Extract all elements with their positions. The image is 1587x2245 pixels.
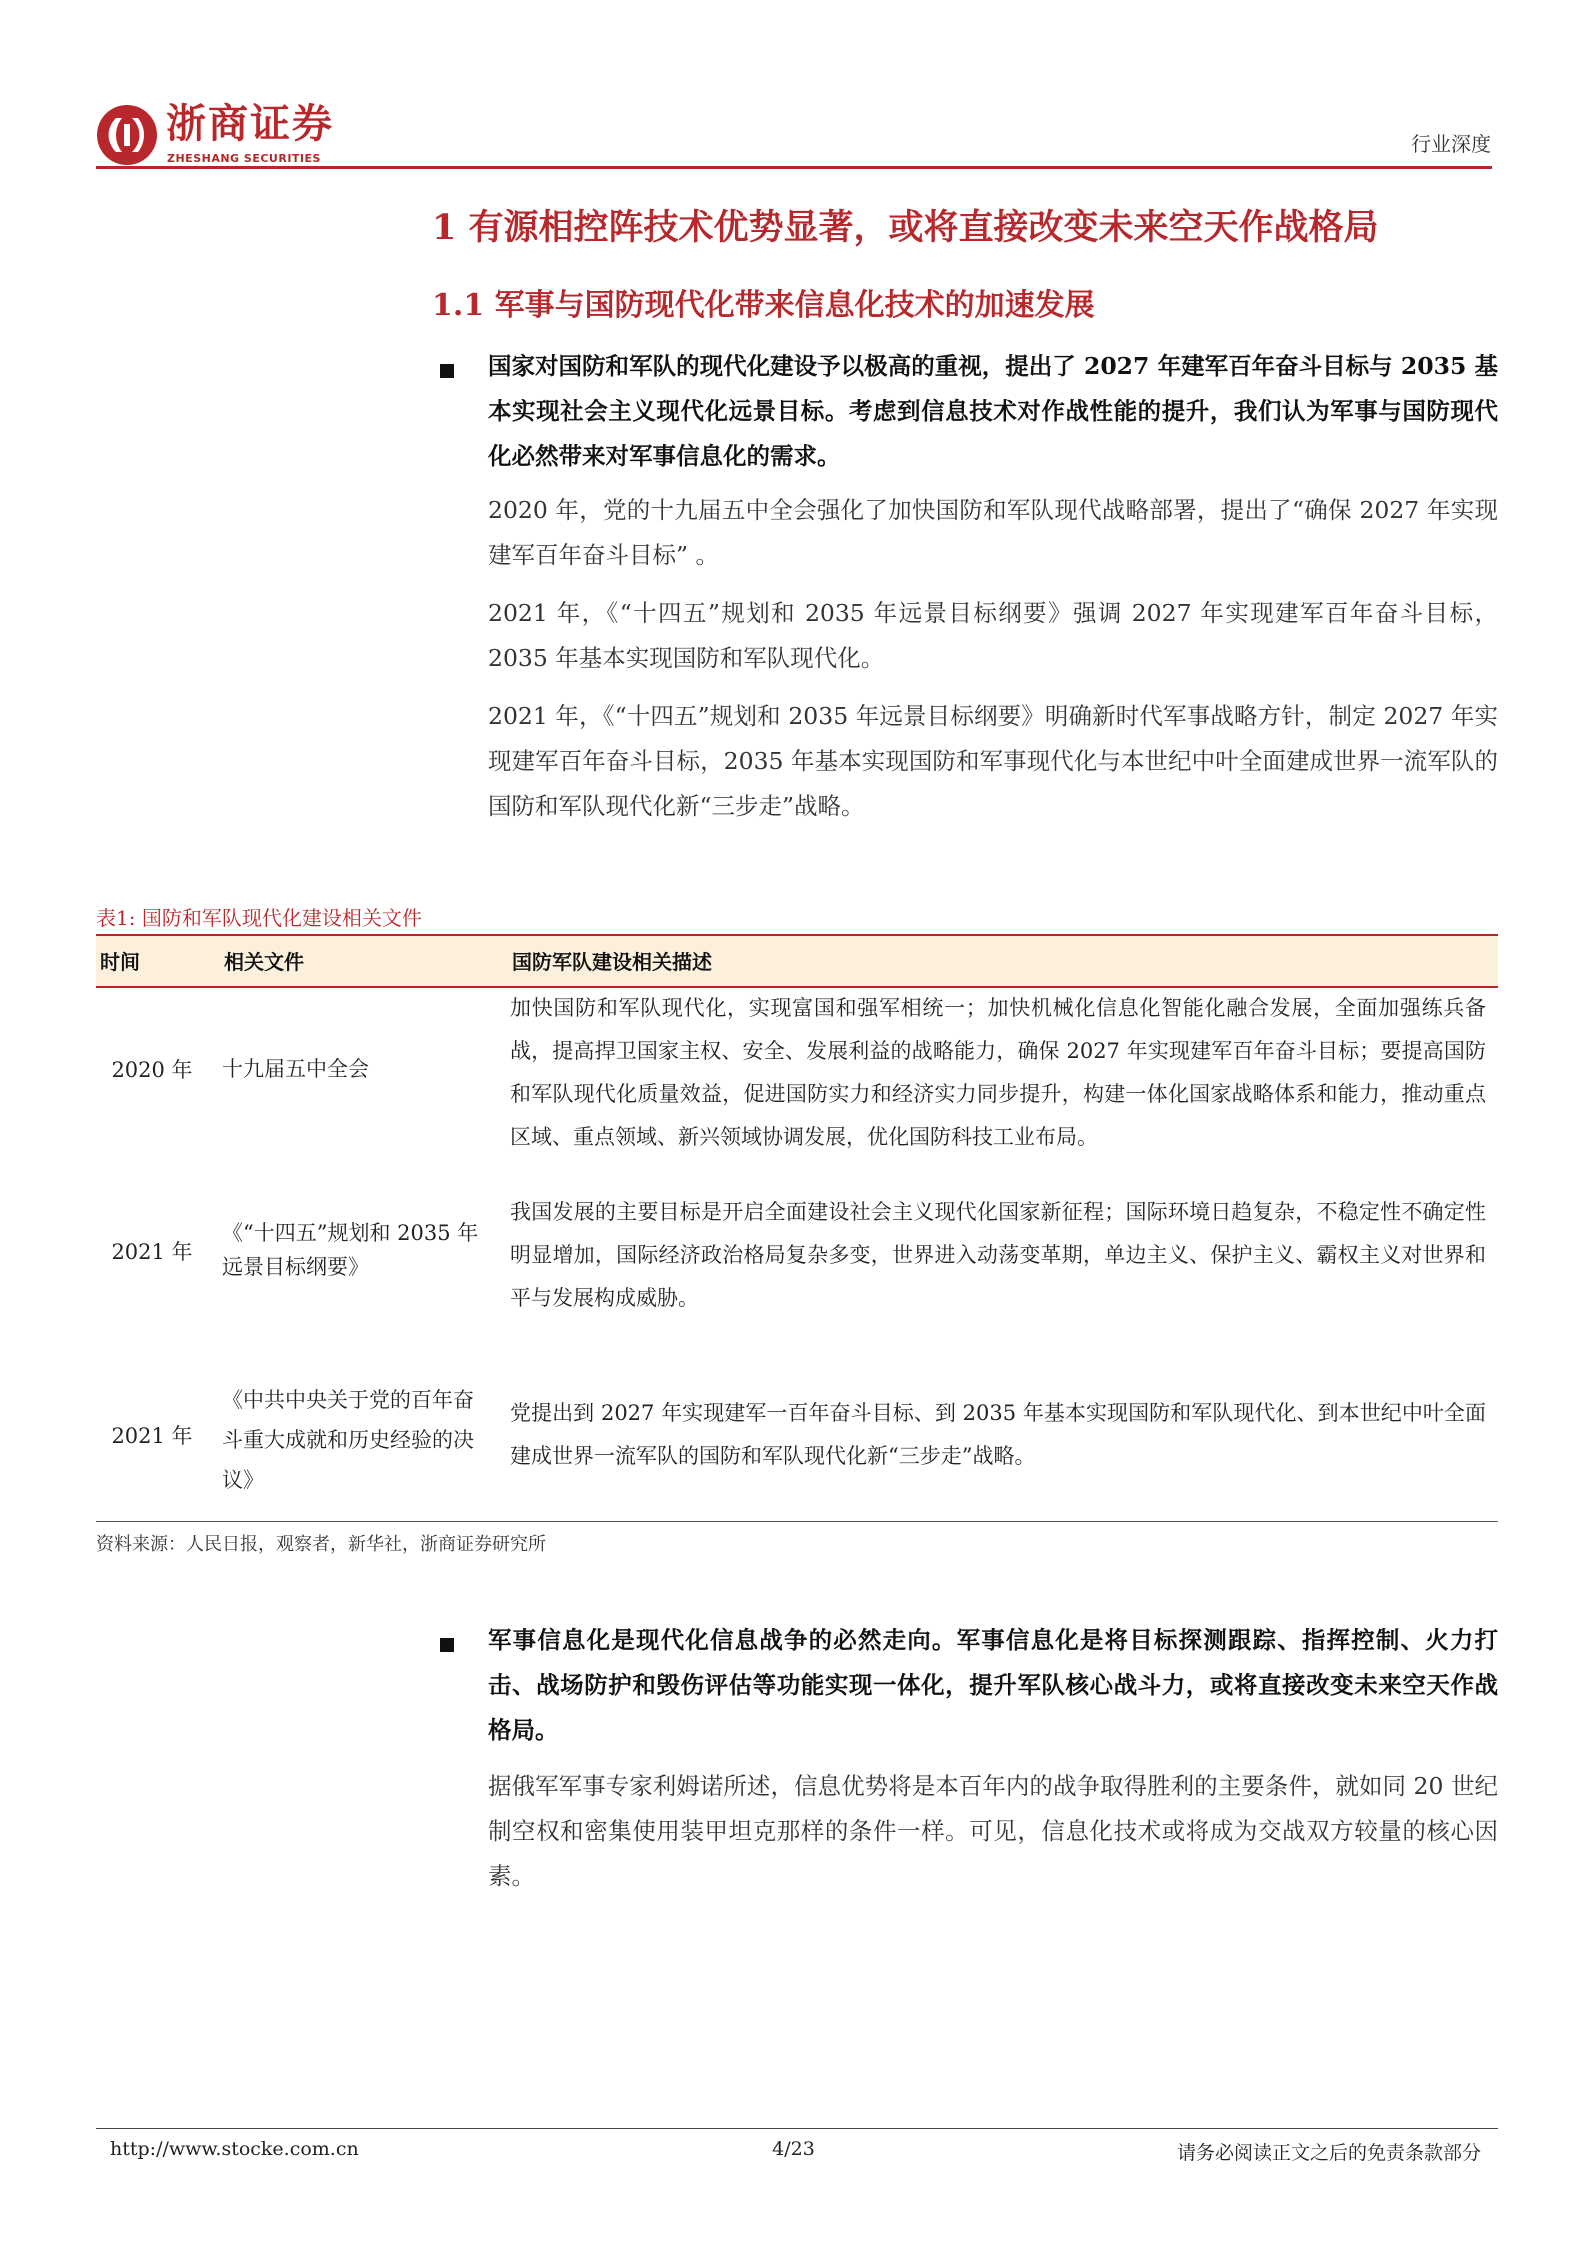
table-header-document: 相关文件	[224, 950, 304, 974]
table-cell-description: 加快国防和军队现代化，实现富国和强军相统一；加快机械化信息化智能化融合发展，全面加强练兵备战，提高捍卫国家主权、安全、发展利益的战略能力，确保 2027 年实现建军百年奋斗目标；要提高国防和军队现代化质量效益，促进国防实力和经济实力同步提升，构建一体化国家战略体系和能力，推动重点区域、重点领域、新兴领域协调发展，优化国防科技工业布局。	[510, 996, 1486, 1149]
subsection-heading: 1.1 军事与国防现代化带来信息化技术的加速发展	[432, 288, 1095, 323]
table-bottom-border	[96, 1521, 1498, 1522]
key-point-paragraph: 国家对国防和军队的现代化建设予以极高的重视，提出了 2027 年建军百年奋斗目标与 2035 基本实现社会主义现代化远景目标。考虑到信息技术对作战性能的提升，我们认为军事与国防现代化必然带来对军事信息化的需求。	[488, 352, 1498, 470]
table-cell-document: 《中共中央关于党的百年奋斗重大成就和历史经验的决议》	[222, 1388, 474, 1492]
table-cell-time: 2021 年	[111, 1240, 193, 1264]
table-caption: 表1: 国防和军队现代化建设相关文件	[96, 906, 422, 930]
table-cell-document: 十九届五中全会	[222, 1057, 369, 1081]
key-point-paragraph: 军事信息化是现代化信息战争的必然走向。军事信息化是将目标探测跟踪、指挥控制、火力打击、战场防护和毁伤评估等功能实现一体化，提升军队核心战斗力，或将直接改变未来空天作战格局。	[488, 1626, 1498, 1744]
bullet-icon	[440, 364, 454, 378]
footer-disclaimer: 请务必阅读正文之后的免责条款部分	[1176, 2142, 1481, 2164]
table-cell-time: 2020 年	[111, 1058, 193, 1082]
body-paragraph: 据俄军军事专家利姆诺所述，信息优势将是本百年内的战争取得胜利的主要条件，就如同 20 世纪制空权和密集使用装甲坦克那样的条件一样。可见，信息化技术或将成为交战双方较量的核心因素。	[488, 1772, 1498, 1890]
body-paragraph: 2021 年，《“十四五”规划和 2035 年远景目标纲要》明确新时代军事战略方针，制定 2027 年实现建军百年奋斗目标，2035 年基本实现国防和军事现代化与本世纪中叶全面建成世界一流军队的国防和军队现代化新“三步走”战略。	[488, 702, 1498, 820]
report-type: 行业深度	[1411, 132, 1491, 156]
footer-url[interactable]: http://www.stocke.com.cn	[110, 2138, 359, 2160]
logo-subtext: ZHESHANG SECURITIES	[167, 152, 321, 165]
bullet-icon	[440, 1638, 454, 1652]
table-cell-time: 2021 年	[111, 1424, 193, 1448]
table-header-time: 时间	[100, 950, 140, 974]
table-cell-document: 《“十四五”规划和 2035 年远景目标纲要》	[222, 1221, 479, 1279]
page-number: 4/23	[772, 2138, 815, 2160]
body-paragraph: 2020 年，党的十九届五中全会强化了加快国防和军队现代战略部署，提出了“确保 2027 年实现建军百年奋斗目标” 。	[488, 496, 1498, 569]
section-heading: 1 有源相控阵技术优势显著，或将直接改变未来空天作战格局	[432, 207, 1379, 248]
table-cell-description: 我国发展的主要目标是开启全面建设社会主义现代化国家新征程；国际环境日趋复杂，不稳定性不确定性明显增加，国际经济政治格局复杂多变，世界进入动荡变革期，单边主义、保护主义、霸权主义对世界和平与发展构成威胁。	[510, 1200, 1486, 1310]
logo-text: 浙商证券	[166, 101, 334, 147]
table-source-note: 资料来源：人民日报，观察者，新华社，浙商证券研究所	[96, 1534, 546, 1555]
header-divider	[96, 166, 1492, 169]
table-header-row	[96, 936, 1498, 986]
table-cell-description: 党提出到 2027 年实现建军一百年奋斗目标、到 2035 年基本实现国防和军队现代化、到本世纪中叶全面建成世界一流军队的国防和军队现代化新“三步走”战略。	[510, 1401, 1486, 1468]
table-header-description: 国防军队建设相关描述	[512, 950, 712, 974]
footer-divider	[96, 2128, 1498, 2129]
company-logo-icon	[96, 104, 158, 166]
body-paragraph: 2021 年，《“十四五”规划和 2035 年远景目标纲要》强调 2027 年实现建军百年奋斗目标，2035 年基本实现国防和军队现代化。	[488, 599, 1498, 672]
